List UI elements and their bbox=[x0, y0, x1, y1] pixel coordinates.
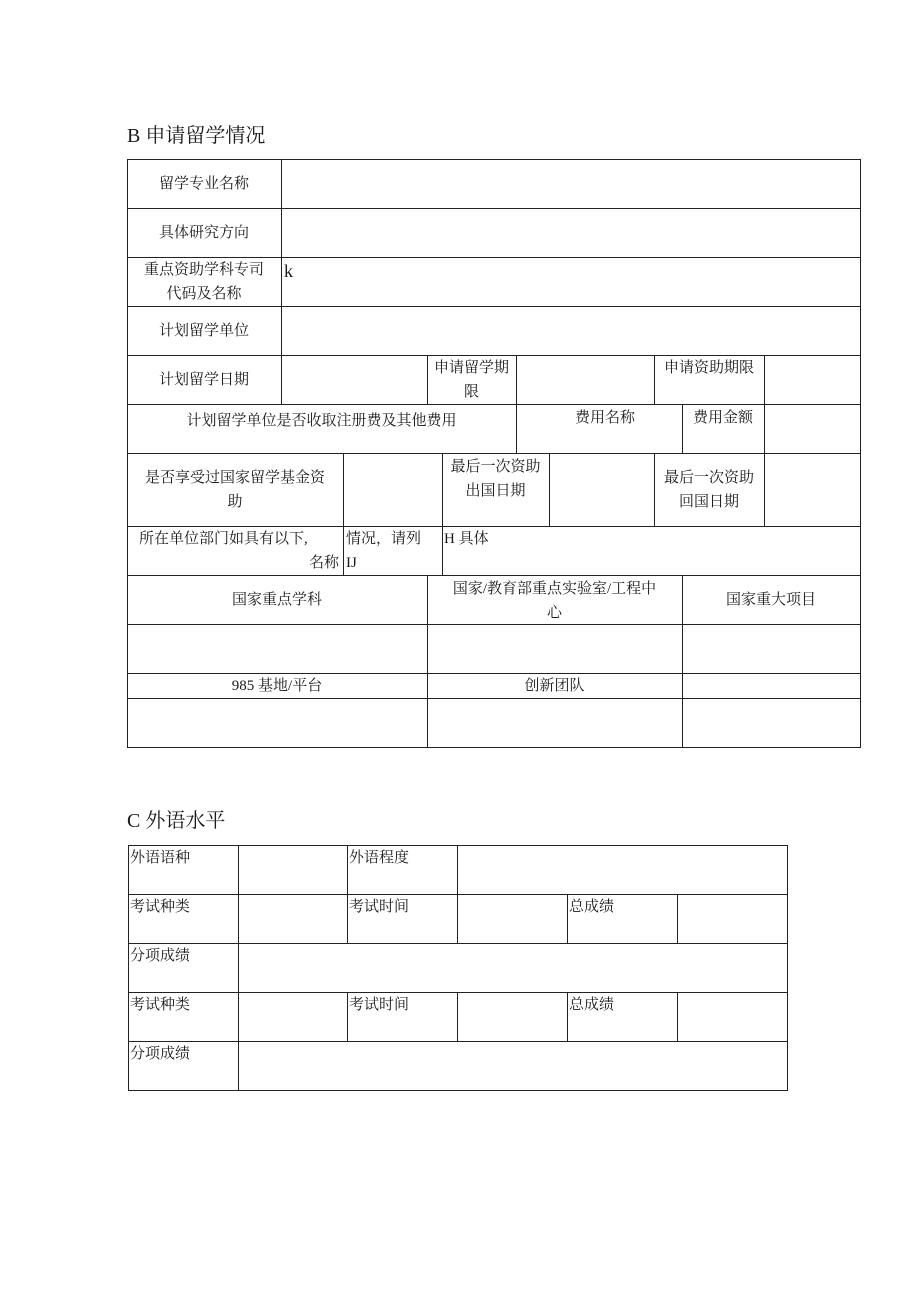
key-discipline-value[interactable]: k bbox=[284, 261, 293, 281]
last-return-label-line1: 最后一次资助 bbox=[663, 470, 754, 486]
dept-label-line2: 名称 bbox=[309, 555, 340, 571]
planned-unit-label: 计划留学单位 bbox=[158, 323, 249, 339]
prior-fund-label-line2: 助 bbox=[227, 494, 243, 510]
total-score-field-1[interactable] bbox=[678, 895, 787, 943]
lab-center-field[interactable] bbox=[428, 625, 682, 673]
total-score-field-2[interactable] bbox=[678, 993, 787, 1041]
exam-type-label-2: 考试种类 bbox=[130, 997, 191, 1013]
study-period-label-line1: 申请留学期 bbox=[433, 360, 509, 376]
last-depart-field[interactable] bbox=[550, 454, 654, 526]
prior-fund-label-line1: 是否享受过国家留学基金资 bbox=[144, 470, 325, 486]
level-label: 外语程度 bbox=[349, 850, 410, 866]
major-name-field[interactable] bbox=[282, 160, 860, 208]
last-return-field[interactable] bbox=[765, 454, 860, 526]
total-score-label-2: 总成绩 bbox=[569, 997, 615, 1013]
language-label: 外语语种 bbox=[130, 850, 191, 866]
prior-fund-field[interactable] bbox=[344, 454, 442, 526]
national-key-discipline-field[interactable] bbox=[128, 625, 427, 673]
base-platform-header: 985 基地/平台 bbox=[231, 678, 323, 694]
dept-mid-line2: IJ bbox=[346, 555, 357, 571]
planned-date-label: 计划留学日期 bbox=[158, 372, 249, 388]
level-field[interactable] bbox=[458, 846, 787, 894]
key-discipline-label-line1: 重点资助学科专司 bbox=[143, 262, 264, 278]
innovation-team-field[interactable] bbox=[428, 699, 682, 747]
sub-scores-label-1: 分项成绩 bbox=[130, 948, 191, 964]
base-platform-field[interactable] bbox=[128, 699, 427, 747]
exam-type-field-2[interactable] bbox=[239, 993, 347, 1041]
fee-amount-field[interactable] bbox=[765, 405, 860, 453]
exam-time-field-1[interactable] bbox=[458, 895, 567, 943]
sub-scores-label-2: 分项成绩 bbox=[130, 1046, 191, 1062]
last-depart-label-line1: 最后一次资助 bbox=[450, 459, 541, 475]
planned-date-field[interactable] bbox=[282, 356, 427, 404]
exam-time-field-2[interactable] bbox=[458, 993, 567, 1041]
total-score-label-1: 总成绩 bbox=[569, 899, 615, 915]
funding-period-field[interactable] bbox=[765, 356, 860, 404]
dept-label-line1: 所在单位部门如具有以下, bbox=[139, 531, 308, 547]
exam-type-label-1: 考试种类 bbox=[130, 899, 191, 915]
fee-name-label: 费用名称 bbox=[574, 410, 635, 426]
fee-question-label: 计划留学单位是否收取注册费及其他费用 bbox=[186, 413, 457, 429]
dept-right: H 具体 bbox=[444, 531, 489, 547]
major-project-field[interactable] bbox=[683, 625, 860, 673]
exam-time-label-2: 考试时间 bbox=[349, 997, 410, 1013]
key-discipline-label-line2: 代码及名称 bbox=[166, 286, 242, 302]
last-depart-label-line2: 出国日期 bbox=[465, 483, 526, 499]
major-project-header: 国家重大项目 bbox=[725, 592, 816, 608]
sub-scores-field-1[interactable] bbox=[239, 944, 787, 992]
section-b-title: B 申请留学情况 bbox=[127, 125, 266, 147]
planned-unit-field[interactable] bbox=[282, 307, 860, 355]
innovation-team-header: 创新团队 bbox=[524, 678, 585, 694]
study-period-field[interactable] bbox=[517, 356, 654, 404]
national-key-discipline-header: 国家重点学科 bbox=[231, 592, 322, 608]
lab-center-header-line2: 心 bbox=[546, 605, 562, 621]
lab-center-header-line1: 国家/教育部重点实验室/工程中 bbox=[452, 581, 657, 597]
funding-period-label: 申请资助期限 bbox=[663, 360, 754, 376]
dept-mid-line1: 情况，请列 bbox=[346, 531, 422, 547]
exam-type-field-1[interactable] bbox=[239, 895, 347, 943]
sub-scores-field-2[interactable] bbox=[239, 1042, 787, 1090]
fee-amount-label: 费用金额 bbox=[692, 410, 753, 426]
section-c-title: C 外语水平 bbox=[127, 810, 226, 832]
study-period-label-line2: 限 bbox=[463, 384, 479, 400]
exam-time-label-1: 考试时间 bbox=[349, 899, 410, 915]
research-direction-field[interactable] bbox=[282, 209, 860, 257]
major-name-label: 留学专业名称 bbox=[158, 176, 249, 192]
research-direction-label: 具体研究方向 bbox=[158, 225, 249, 241]
last-return-label-line2: 回国日期 bbox=[678, 494, 739, 510]
language-field[interactable] bbox=[239, 846, 347, 894]
